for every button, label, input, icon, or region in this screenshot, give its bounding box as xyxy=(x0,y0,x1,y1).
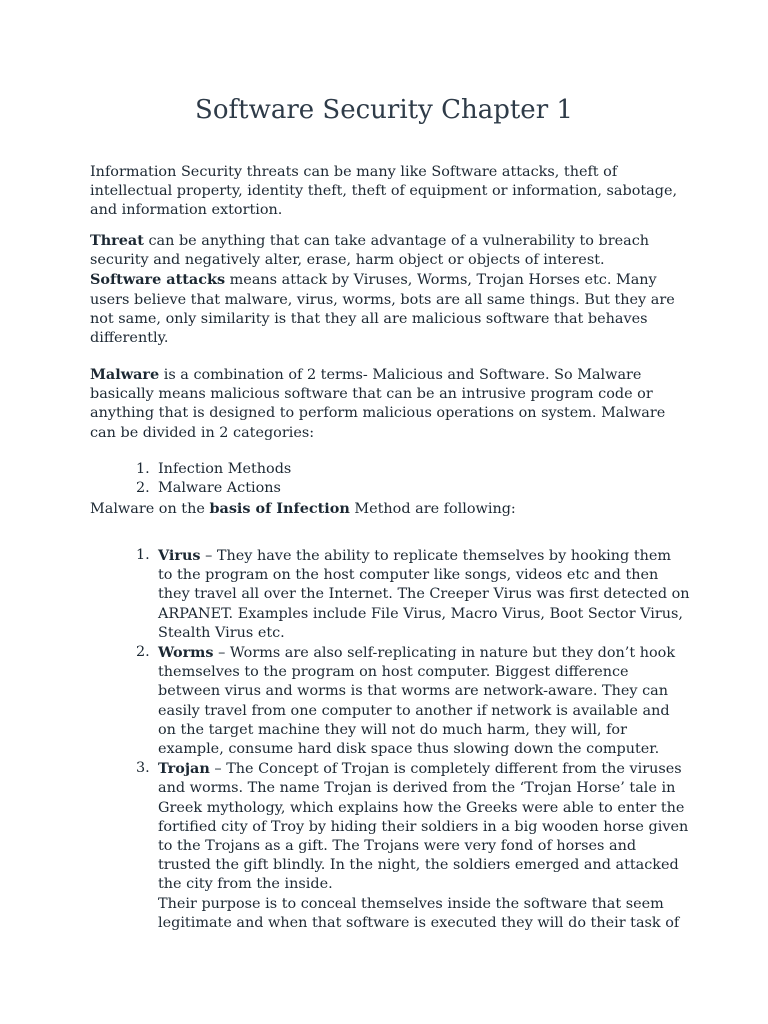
malware-paragraph xyxy=(90,365,690,443)
list-number: 2. xyxy=(136,644,150,661)
list-number: 1. xyxy=(136,461,150,477)
intro-text: Information Security threats can be many like Software attacks, theft of intellectual property, identity theft, theft of equipment or information, sabotage, and information extortion. xyxy=(90,164,678,219)
list-item-worms xyxy=(90,643,690,759)
threat-term: Threat xyxy=(90,232,144,249)
threat-text: can be anything that can take advantage of a vulnerability to breach security and negatively alter, erase, harm object or objects of interest. xyxy=(90,233,650,269)
trojan-extra-text: Their purpose is to conceal themselves inside the software that seem legitimate and when that software is executed they will do their task of xyxy=(158,895,680,931)
list-number: 3. xyxy=(136,760,150,777)
list-item-label: Malware Actions xyxy=(158,480,281,497)
threat-section xyxy=(90,231,690,348)
malware-term: Malware xyxy=(90,366,160,383)
methods-list xyxy=(90,546,690,933)
basis-before: Malware on the xyxy=(90,501,210,517)
list-item-trojan xyxy=(90,759,690,933)
basis-after: Method are following: xyxy=(349,501,516,517)
intro-paragraph xyxy=(90,163,690,221)
categories-list xyxy=(90,460,690,498)
trojan-term: Trojan xyxy=(158,760,210,778)
list-number: 1. xyxy=(136,547,150,563)
basis-term: basis of Infection xyxy=(209,500,350,517)
software-attacks-text: means attack by Viruses, Worms, Trojan Horses etc. Many users believe that malware, virus, worms, bots are all same things. But they are not same, only similarity is that they all are malicious software that behaves differently. xyxy=(90,272,675,347)
trojan-text: – The Concept of Trojan is completely different from the viruses and worms. The name Trojan is derived from the ‘Trojan Horse’ tale in Greek mythology, which explains how the Greeks were able to enter the fortified city of Troy by hiding their soldiers in a big wooden horse given to the Trojans as a gift. The Trojans were very fond of horses and trusted the gift blindly. In the night, the soldiers emerged and attacked the city from the inside. xyxy=(158,761,689,893)
list-item xyxy=(90,479,690,498)
worms-text: – Worms are also self-replicating in nature but they don’t hook themselves to the program on host computer. Biggest difference between virus and worms is that worms are network-aware. They can easily travel from one computer to another if network is available and on the target machine they will not do much harm, they will, for example, consume hard disk space thus slowing down the computer. xyxy=(158,645,676,758)
malware-section xyxy=(90,365,690,443)
virus-text: – They have the ability to replicate themselves by hooking them to the program on the host computer like songs, videos etc and then they travel all over the Internet. The Creeper Virus was first detected on ARPANET. Examples include File Virus, Macro Virus, Boot Sector Virus, Stealth Virus etc. xyxy=(158,548,690,641)
basis-paragraph xyxy=(90,499,690,519)
worms-term: Worms xyxy=(158,644,214,662)
list-item-label: Infection Methods xyxy=(158,461,292,477)
threat-paragraph xyxy=(90,231,690,270)
page-title: Software Security Chapter 1 xyxy=(195,95,573,125)
list-item-virus xyxy=(90,546,690,643)
list-item xyxy=(90,460,690,479)
software-attacks-term: Software attacks xyxy=(90,271,226,289)
malware-text: is a combination of 2 terms- Malicious and Software. So Malware basically means malicious software that can be an intrusive program code or anything that is designed to perform malicious operations on system. Malware can be divided in 2 categories: xyxy=(90,367,666,441)
virus-term: Virus xyxy=(158,547,201,564)
list-number: 2. xyxy=(136,480,150,497)
software-attacks-paragraph xyxy=(90,270,690,348)
